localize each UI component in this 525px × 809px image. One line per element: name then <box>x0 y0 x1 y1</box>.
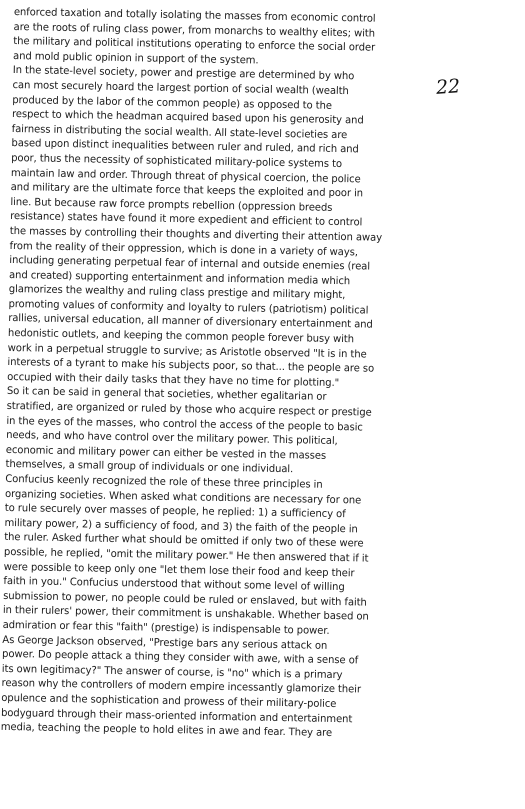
text-line: based upon distinct inequalities between ruler and ruled, and rich and <box>11 137 359 156</box>
text-line: occupied with their daily tasks that they have no time for plotting." <box>7 370 340 389</box>
text-line: faith in you." Confucius understood that without some level of willing <box>3 575 345 594</box>
text-line: needs, and who have control over the military power. This political, <box>6 429 338 448</box>
text-line: respect to which the headman acquired based upon his generosity and <box>11 108 364 127</box>
text-line: resistance) states have found it more expedient and efficient to control <box>10 210 363 229</box>
text-line: work in a perpetual struggle to survive; as Aristotle observed "It is in the <box>7 341 367 361</box>
handwritten-page-number: 22 <box>435 75 461 99</box>
text-line: rallies, universal education, all manner of diversionary entertainment and <box>8 312 373 332</box>
text-line: line. But because raw force prompts rebellion (oppression breeds <box>10 195 333 214</box>
text-line: power. Do people attack a thing they consider with awe, with a sense of <box>1 648 359 667</box>
text-line: enforced taxation and totally isolating the masses from economic control <box>13 5 376 25</box>
text-line: media, teaching the people to hold elites in awe and fear. They are <box>0 720 333 740</box>
text-line: maintain law and order. Through threat of physical coercion, the police <box>10 166 361 185</box>
text-line: In the state-level society, power and prestige are determined by who <box>12 64 355 83</box>
text-line: submission to power, no people could be ruled or enslaved, but with faith <box>3 589 367 609</box>
text-line: produced by the labor of the common people) as opposed to the <box>12 93 332 112</box>
text-line: the military and political institutions operating to enforce the social order <box>13 35 376 54</box>
text-line: are the roots of ruling class power, from monarchs to wealthy elites; with <box>13 20 376 40</box>
text-line: stratified, are organized or ruled by those who acquire respect or prestige <box>6 399 372 419</box>
text-line: in the eyes of the masses, who control the access of the people to basic <box>6 414 363 434</box>
body-text <box>1 5 514 744</box>
text-line: themselves, a small group of individuals or one individual. <box>5 458 294 476</box>
text-line: and military are the ultimate force that keeps the exploited and poor in <box>10 181 364 200</box>
text-line: from the reality of their oppression, which is done in a variety of ways, <box>9 239 358 258</box>
text-line: Confucius keenly recognized the role of these three principles in <box>5 472 323 491</box>
text-line: opulence and the sophistication and prowess of their military-police <box>1 691 337 710</box>
text-line: bodyguard through their mass-oriented information and entertainment <box>0 706 353 725</box>
text-line: economic and military power can either be vested in the masses <box>5 443 327 462</box>
text-line: reason why the controllers of modern empire incessantly glamorize their <box>1 677 362 696</box>
text-line: glamorizes the wealthy and ruling class prestige and military might, <box>8 283 346 302</box>
text-line: hedonistic outlets, and keeping the common people forever busy with <box>7 327 355 346</box>
text-line: the ruler. Asked further what should be omitted if only two of these were <box>4 531 364 550</box>
text-line: and created) supporting entertainment and information media which <box>8 268 351 287</box>
text-line: fairness in distributing the social wealth. All state-level societies are <box>11 122 348 141</box>
text-line: organizing societies. When asked what conditions are necessary for one <box>4 487 362 507</box>
text-line: to rule securely over masses of people, he replied: 1) a sufficiency of <box>4 502 346 521</box>
text-line: poor, thus the necessity of sophisticated military-police systems to <box>11 151 343 170</box>
text-line: and mold public opinion in support of the system. <box>12 49 259 67</box>
text-line: promoting values of conformity and loyalty to rulers (patriotism) political <box>8 297 369 317</box>
text-line: So it can be said in general that societies, whether egalitarian or <box>6 385 327 404</box>
text-line: As George Jackson observed, "Prestige bars any serious attack on <box>2 633 328 652</box>
text-line: were possible to keep only one "let them lose their food and keep their <box>3 560 355 579</box>
text-line: can most securely hoard the largest portion of social wealth (wealth <box>12 78 349 98</box>
text-line: including generating perpetual fear of internal and outside enemies (real <box>9 254 371 273</box>
text-line: possible, he replied, "omit the military power." He then answered that if it <box>3 545 369 565</box>
text-line: military power, 2) a sufficiency of food, and 3) the faith of the people in <box>4 516 358 536</box>
text-line: the masses by controlling their thoughts and diverting their attention away <box>9 224 383 244</box>
text-line: interests of a tyrant to make his subjects poor, so that... the people are so <box>7 356 375 375</box>
text-line: its own legitimacy?" The answer of course, is "no" which is a primary <box>1 662 343 681</box>
text-line: admiration or fear this "faith" (prestige) is indispensable to power. <box>2 618 330 637</box>
text-line: in their rulers' power, their commitment is unshakable. Whether based on <box>2 604 369 623</box>
